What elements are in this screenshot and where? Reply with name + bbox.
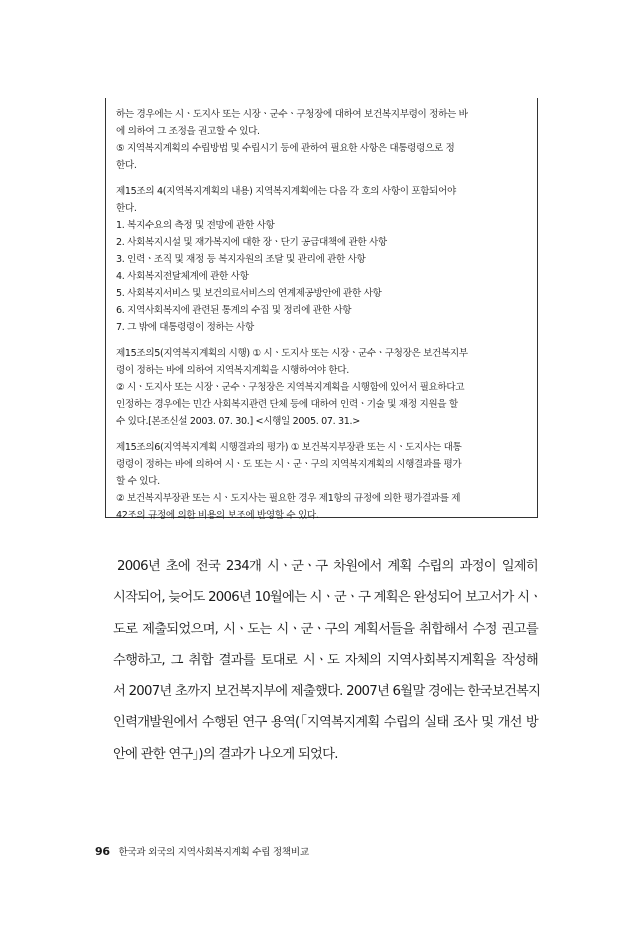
body-line: 안에 관한 연구」)의 결과가 나오게 되었다. [113, 746, 338, 762]
body-line: 도로 제출되었으며, 시ㆍ도는 시ㆍ군ㆍ구의 계획서들을 취합해서 수정 권고를 [113, 621, 538, 637]
box-line: 제15조의5(지역복지계획의 시행) ① 시ㆍ도지사 또는 시장ㆍ군수ㆍ구청장은 보건복지부 [116, 348, 468, 359]
page-footer [95, 844, 309, 858]
body-line: 시작되어, 늦어도 2006년 10월에는 시ㆍ군ㆍ구 계획은 완성되어 보고서가 시ㆍ [113, 590, 542, 606]
body-line: 수행하고, 그 취합 결과를 토대로 시ㆍ도 자체의 지역사회복지계획을 작성해 [113, 652, 538, 668]
box-line: 에 의하여 그 조정을 권고할 수 있다. [116, 126, 260, 137]
box-line: ② 보건복지부장관 또는 시ㆍ도지사는 필요한 경우 제1항의 규정에 의한 평가결과를 제 [116, 493, 461, 504]
box-line: ⑤ 지역복지계획의 수립방법 및 수립시기 등에 관하여 필요한 사항은 대통령령으로 정 [116, 143, 455, 154]
page-number: 96 [95, 845, 110, 858]
body-line: 서 2007년 초까지 보건복지부에 제출했다. 2007년 6월말 경에는 한국보건복지 [113, 684, 541, 700]
box-spacer [116, 174, 529, 183]
box-line: 령이 정하는 바에 의하여 지역복지계획을 시행하여야 한다. [116, 365, 349, 376]
box-line: 한다. [116, 203, 137, 214]
law-excerpt-box [105, 98, 538, 521]
box-line: 2. 사회복지시설 및 재가복지에 대한 장ㆍ단기 공급대책에 관한 사항 [116, 237, 387, 248]
body-line: 인력개발원에서 수행된 연구 용역(「지역복지계획 수립의 실태 조사 및 개선 방 [113, 715, 538, 731]
box-line: 5. 사회복지서비스 및 보건의료서비스의 연계제공방안에 관한 사항 [116, 288, 382, 299]
box-spacer [116, 430, 529, 439]
box-line: 인정하는 경우에는 민간 사회복지관련 단체 등에 대하여 인력ㆍ기술 및 재정 지원을 할 [116, 399, 458, 410]
body-line: 2006년 초에 전국 234개 시ㆍ군ㆍ구 차원에서 계획 수립의 과정이 일제히 [117, 559, 538, 574]
box-line: 제15조의 4(지역복지계획의 내용) 지역복지계획에는 다음 각 호의 사항이 포함되어야 [116, 186, 456, 197]
box-spacer [116, 336, 529, 345]
book-title: 한국과 외국의 지역사회복지계획 수립 정책비교 [118, 847, 309, 858]
box-line: 3. 인력ㆍ조직 및 재정 등 복지자원의 조달 및 관리에 관한 사항 [116, 254, 366, 265]
box-line: 하는 경우에는 시ㆍ도지사 또는 시장ㆍ군수ㆍ구청장에 대하여 보건복지부령이 정하는 바 [116, 109, 468, 120]
box-line: 한다. [116, 160, 137, 171]
body-paragraph [113, 551, 542, 770]
box-line: 령령이 정하는 바에 의하여 시ㆍ도 또는 시ㆍ군ㆍ구의 지역복지계획의 시행결과를 평가 [116, 459, 462, 470]
box-line: 수 있다.[본조신설 2003. 07. 30.] <시행일 2005. 07. 31.> [116, 416, 360, 427]
box-line: 6. 지역사회복지에 관련된 통계의 수집 및 정리에 관한 사항 [116, 305, 352, 316]
box-line: 제15조의6(지역복지계획 시행결과의 평가) ① 보건복지부장관 또는 시ㆍ도지사는 대통 [116, 442, 462, 453]
box-line: 할 수 있다. [116, 476, 160, 487]
box-line: 7. 그 밖에 대통령령이 정하는 사항 [116, 322, 254, 333]
box-line: 1. 복지수요의 측정 및 전망에 관한 사항 [116, 220, 275, 231]
box-line: ② 시ㆍ도지사 또는 시장ㆍ군수ㆍ구청장은 지역복지계획을 시행함에 있어서 필요하다고 [116, 382, 465, 393]
box-line: 4. 사회복지전달체계에 관한 사항 [116, 271, 249, 282]
box-line: 42조의 규정에 의한 비용의 보조에 반영할 수 있다. [116, 510, 319, 521]
